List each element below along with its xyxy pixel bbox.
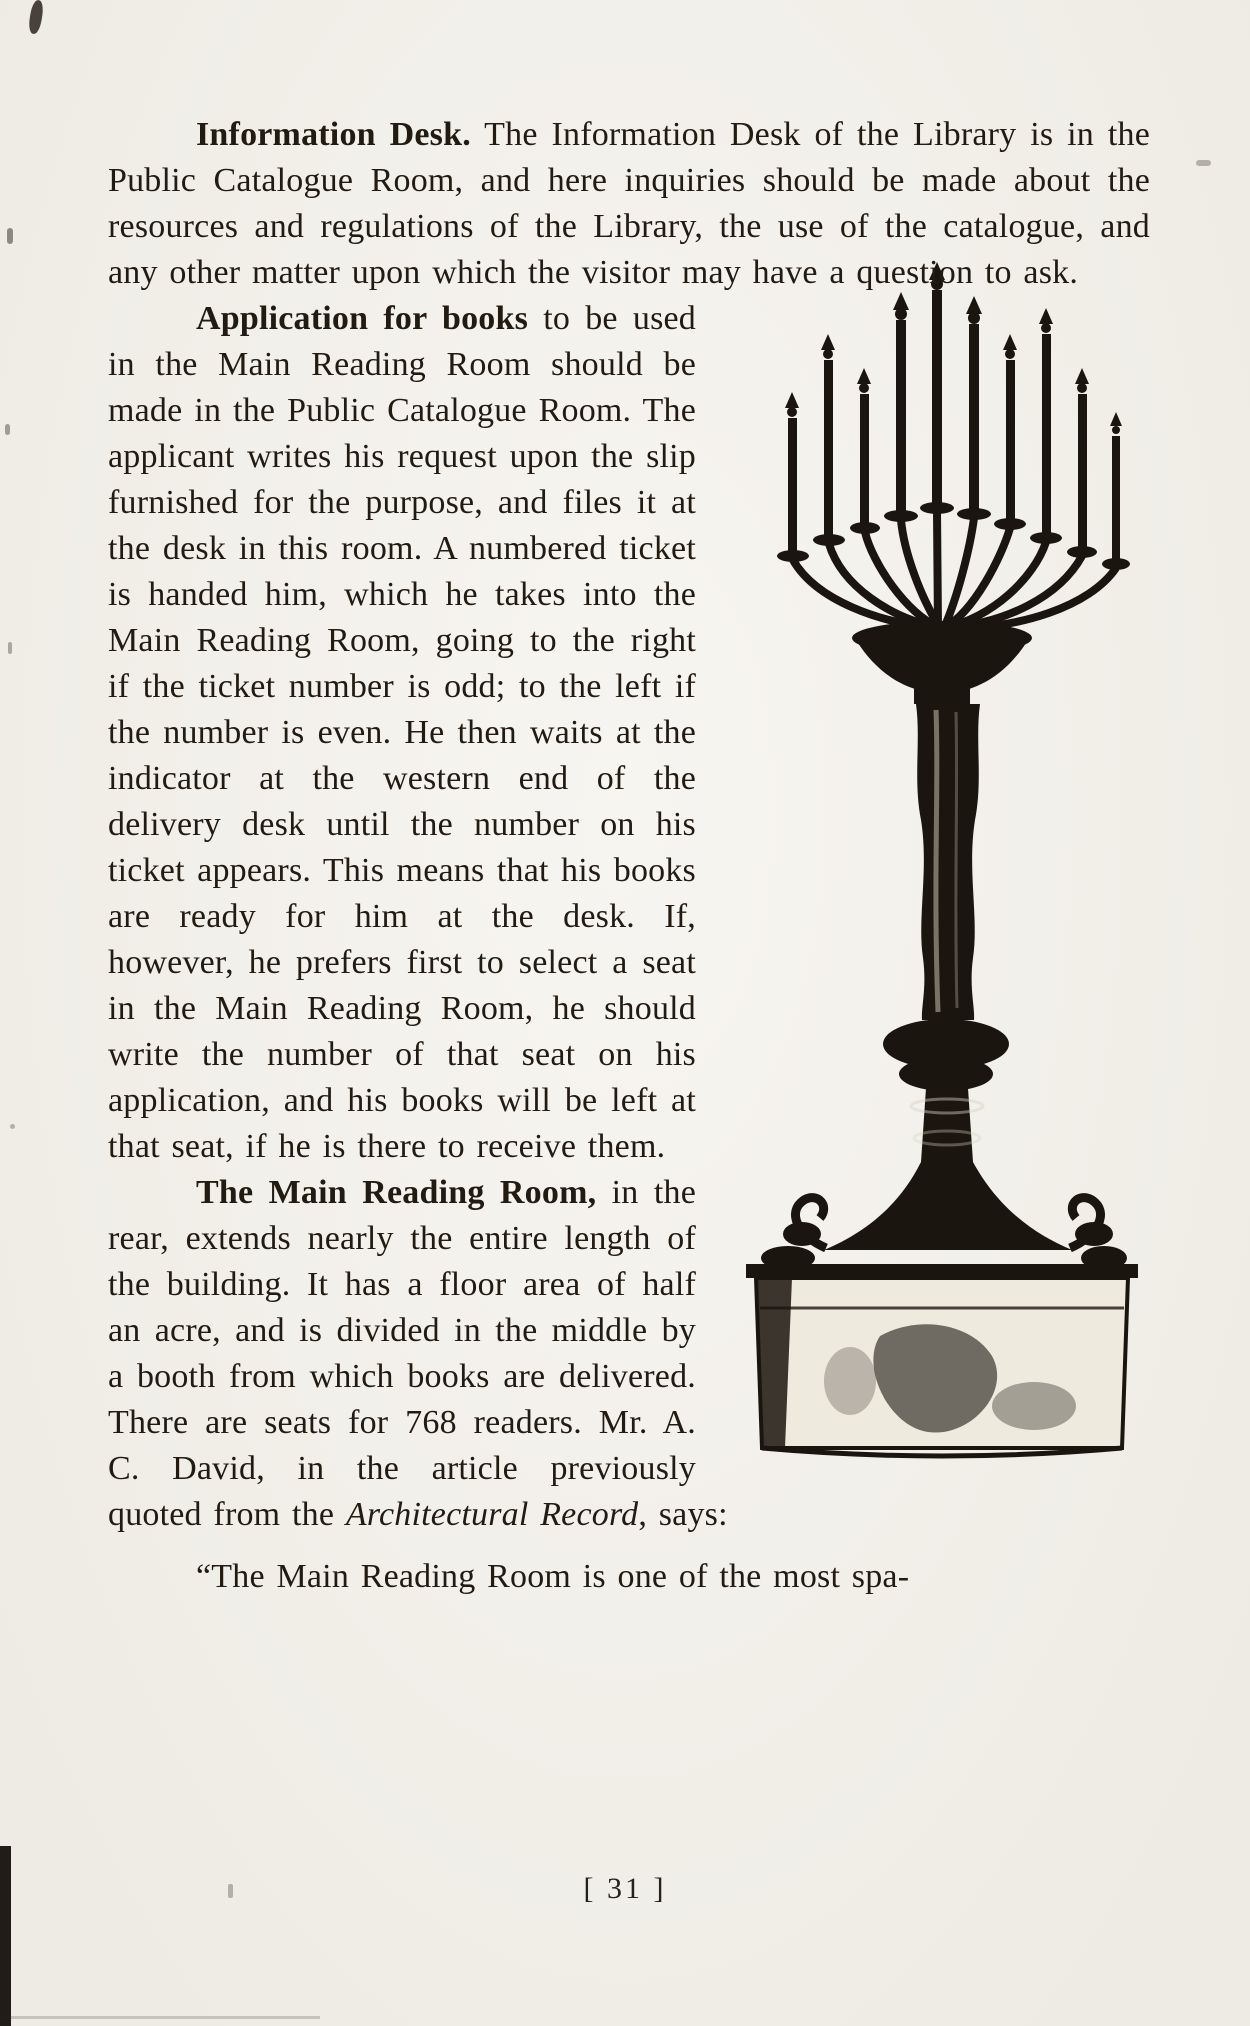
publication-title: Architectural Record xyxy=(345,1496,639,1533)
scan-artifact xyxy=(8,642,12,654)
scan-artifact xyxy=(10,1124,15,1129)
paragraph-text: The Information Desk of the Library is in the Public Catalogue Room, and here inquiries should be made about the resources and regulations of the Library, the use of the catalogue, and any xyxy=(108,116,1150,291)
paragraph-lead-main-reading-room: The Main Reading Room, xyxy=(196,1174,597,1211)
scan-artifact xyxy=(228,1884,233,1898)
paragraph-lead-application: Application for books xyxy=(196,300,529,337)
paragraph-text: “The Main Reading Room is one of the most spa- xyxy=(196,1558,910,1595)
paragraph-text: , says: xyxy=(638,1496,728,1533)
scan-artifact xyxy=(0,1846,11,2026)
paragraph-text: in the rear, extends nearly the entire length of the building. It has a floor area of half an acre, and is divided in the middle by a booth from which books are delivered. There are seats for 768 readers. Mr. A. C. David, in the article previously quoted from the xyxy=(108,1174,696,1533)
scan-artifact xyxy=(27,0,44,35)
paragraph-text: to be used in the Main Reading Room should be made in the Public Catalogue Room. The applicant writes his request upon the slip furnished for the purpose, and files it at the desk in this room. A numbered ticket is handed him, which he takes into the Main Reading Room, going to the right if the ticket number is odd; to the left if the number is even. He then waits at the indicator at the western end of the delivery desk until the number on his ticket appears. This means that his books are ready for him at the desk. If, however, he prefers first to select a seat in the Main Reading Room, he should write the number of that seat on his application, and his books will be left at that seat, if he is there to receive them. xyxy=(108,300,696,1165)
scan-artifact xyxy=(7,228,13,244)
paragraph-information-desk xyxy=(108,112,1150,296)
scan-artifact xyxy=(5,424,10,435)
paragraph-quotation xyxy=(108,1554,1150,1600)
paragraph-lead-information-desk: Information Desk. xyxy=(196,116,471,153)
paragraph-text: other matter upon which the visitor may have a question to ask. xyxy=(169,254,1079,291)
page-number: [ 31 ] xyxy=(583,1872,667,1905)
scan-artifact xyxy=(1196,160,1211,166)
candelabra-drawing xyxy=(730,256,1150,1462)
scan-artifact xyxy=(0,2016,320,2019)
candelabra-illustration xyxy=(730,256,1150,1462)
page-content xyxy=(108,112,1150,1600)
